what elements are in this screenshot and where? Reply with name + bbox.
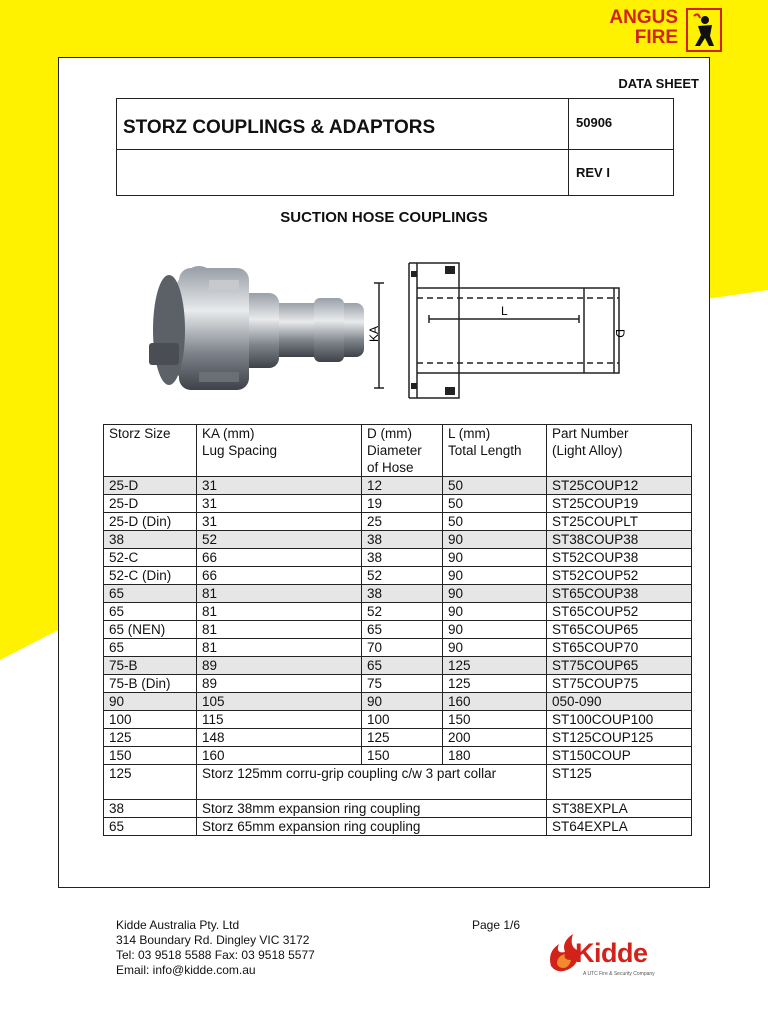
document-title: STORZ COUPLINGS & ADAPTORS	[123, 117, 436, 138]
col-ka: KA (mm) Lug Spacing	[197, 425, 362, 477]
data-sheet-label: DATA SHEET	[618, 76, 699, 91]
col-d: D (mm) Diameter of Hose	[362, 425, 443, 477]
table-row: 75-B (Din) 89 75 125 ST75COUP75	[104, 675, 692, 693]
footer-address	[116, 918, 315, 978]
col-part-number: Part Number (Light Alloy)	[547, 425, 692, 477]
table-row: 125 148 125 200 ST125COUP125	[104, 729, 692, 747]
table-row: 52-C 66 38 90 ST52COUP38	[104, 549, 692, 567]
col-storz-size: Storz Size	[104, 425, 197, 477]
revision: REV I	[576, 165, 610, 180]
firefighter-icon	[686, 8, 722, 52]
angus-fire-logo	[590, 8, 740, 58]
kidde-wordmark: Kidde	[575, 938, 648, 968]
footer-phone: Tel: 03 9518 5588 Fax: 03 9518 5577	[116, 948, 315, 962]
table-row: 65 81 38 90 ST65COUP38	[104, 585, 692, 603]
table-row: 100 115 100 150 ST100COUP100	[104, 711, 692, 729]
coupling-spec-table	[103, 424, 692, 836]
data-sheet	[58, 57, 710, 888]
table-row: 65 Storz 65mm expansion ring coupling ST64EXPLA	[104, 818, 692, 836]
page-number: Page 1/6	[472, 918, 521, 932]
label-d: D	[613, 329, 627, 338]
table-row: 125 Storz 125mm corru-grip coupling c/w 3 part collar ST125	[104, 765, 692, 800]
label-ka: KA	[367, 325, 381, 342]
label-l: L	[501, 304, 508, 318]
table-row: 65 (NEN) 81 65 90 ST65COUP65	[104, 621, 692, 639]
footer-address-line: 314 Boundary Rd. Dingley VIC 3172	[116, 933, 310, 947]
table-row: 52-C (Din) 66 52 90 ST52COUP52	[104, 567, 692, 585]
table-row: 65 81 52 90 ST65COUP52	[104, 603, 692, 621]
document-number: 50906	[576, 115, 613, 130]
logo-angus: ANGUS	[609, 7, 678, 28]
kidde-logo	[545, 930, 665, 978]
table-row: 65 81 70 90 ST65COUP70	[104, 639, 692, 657]
logo-fire: FIRE	[634, 27, 678, 48]
table-row: 150 160 150 180 ST150COUP	[104, 747, 692, 765]
table-row: 38 52 38 90 ST38COUP38	[104, 531, 692, 549]
table-row: 75-B 89 65 125 ST75COUP65	[104, 657, 692, 675]
coupling-photo	[139, 238, 369, 413]
footer-email: Email: info@kidde.com.au	[116, 963, 256, 977]
kidde-tagline: A UTC Fire & Security Company	[583, 971, 655, 977]
coupling-dimension-drawing	[359, 243, 629, 418]
table-row: 90 105 90 160 050-090	[104, 693, 692, 711]
table-row: 38 Storz 38mm expansion ring coupling ST38EXPLA	[104, 800, 692, 818]
section-title: SUCTION HOSE COUPLINGS	[280, 209, 488, 226]
footer-company: Kidde Australia Pty. Ltd	[116, 918, 240, 932]
table-row: 25-D (Din) 31 25 50 ST25COUPLT	[104, 513, 692, 531]
table-row: 25-D 31 12 50 ST25COUP12	[104, 477, 692, 495]
table-header-row	[104, 425, 692, 477]
header-box	[116, 98, 674, 196]
col-l: L (mm) Total Length	[443, 425, 547, 477]
table-row: 25-D 31 19 50 ST25COUP19	[104, 495, 692, 513]
